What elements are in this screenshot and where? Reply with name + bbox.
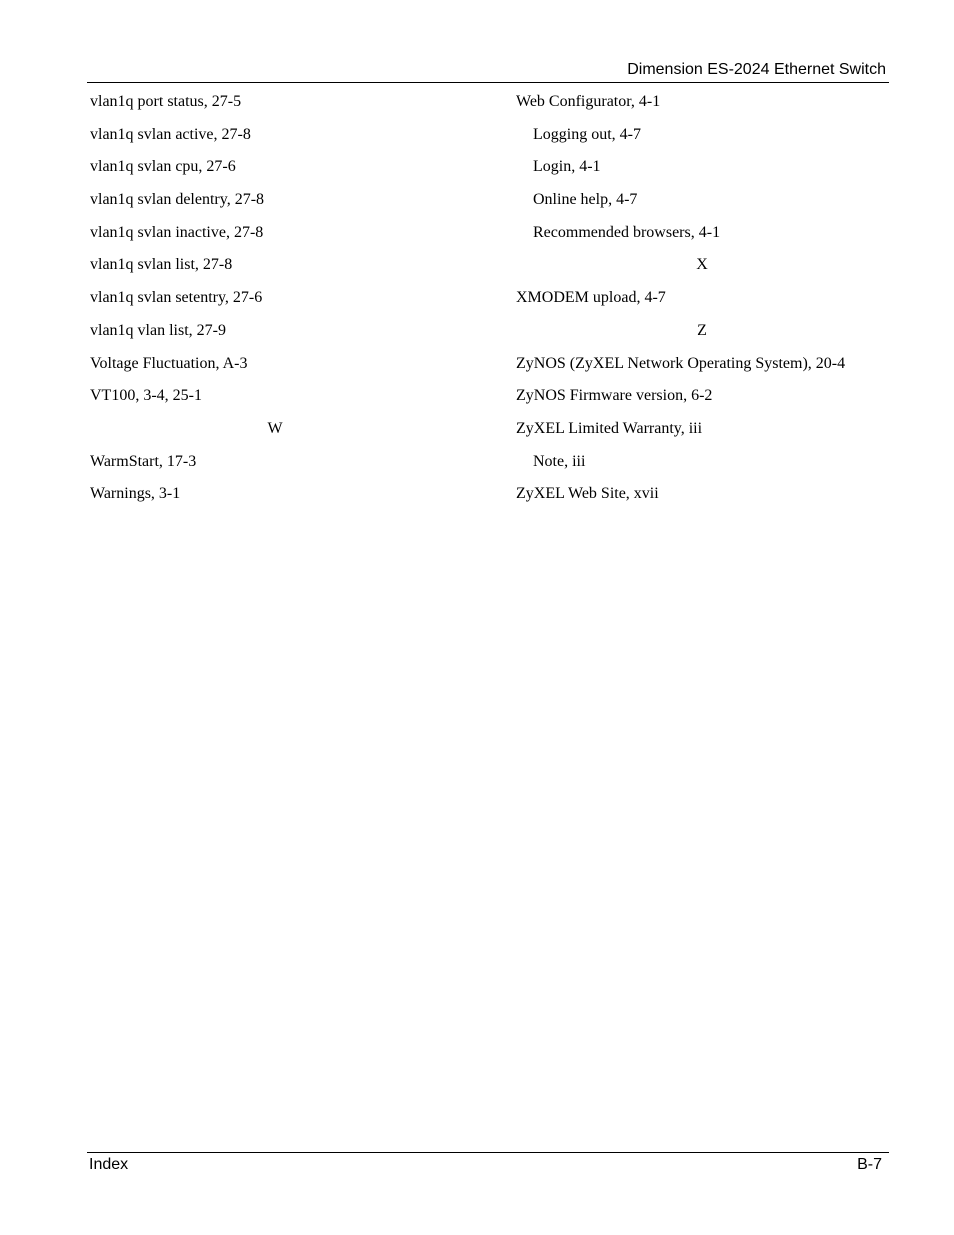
index-entry: WarmStart, 17-3 <box>90 452 197 470</box>
page-number: B-7 <box>857 1156 882 1173</box>
index-entry: vlan1q svlan inactive, 27-8 <box>90 223 264 241</box>
footer-rule <box>87 1152 889 1153</box>
index-entry: vlan1q svlan cpu, 27-6 <box>90 158 236 176</box>
index-column-right <box>516 86 888 511</box>
index-entry: Warnings, 3-1 <box>90 485 181 503</box>
index-entry: ZyXEL Web Site, xvii <box>516 485 659 503</box>
index-entry: vlan1q svlan setentry, 27-6 <box>90 289 263 307</box>
index-entry: ZyXEL Limited Warranty, iii <box>516 419 703 437</box>
index-letter-heading: X <box>696 256 708 274</box>
index-entry: vlan1q port status, 27-5 <box>90 93 242 110</box>
index-entry: ZyNOS (ZyXEL Network Operating System), 20-4 <box>516 354 846 372</box>
index-entry: Web Configurator, 4-1 <box>516 93 661 110</box>
index-entry: ZyNOS Firmware version, 6-2 <box>516 387 713 405</box>
index-entry: Voltage Fluctuation, A-3 <box>90 354 248 372</box>
index-subentry: Login, 4-1 <box>533 158 601 176</box>
footer-section-label: Index <box>89 1156 129 1173</box>
index-entry: VT100, 3-4, 25-1 <box>90 387 202 405</box>
page-header-title: Dimension ES-2024 Ethernet Switch <box>627 61 886 78</box>
index-column-left <box>90 86 460 511</box>
index-subentry: Online help, 4-7 <box>533 191 638 209</box>
index-subentry: Recommended browsers, 4-1 <box>533 223 721 241</box>
index-letter-heading: W <box>267 419 283 437</box>
header-rule <box>87 82 889 83</box>
index-subentry: Note, iii <box>533 452 586 470</box>
index-entry: vlan1q svlan delentry, 27-8 <box>90 191 265 209</box>
index-subentry: Logging out, 4-7 <box>533 125 641 143</box>
index-entry: XMODEM upload, 4-7 <box>516 289 666 307</box>
index-entry: vlan1q vlan list, 27-9 <box>90 321 226 339</box>
index-letter-heading: Z <box>697 321 707 339</box>
index-entry: vlan1q svlan list, 27-8 <box>90 256 233 274</box>
index-entry: vlan1q svlan active, 27-8 <box>90 125 251 143</box>
